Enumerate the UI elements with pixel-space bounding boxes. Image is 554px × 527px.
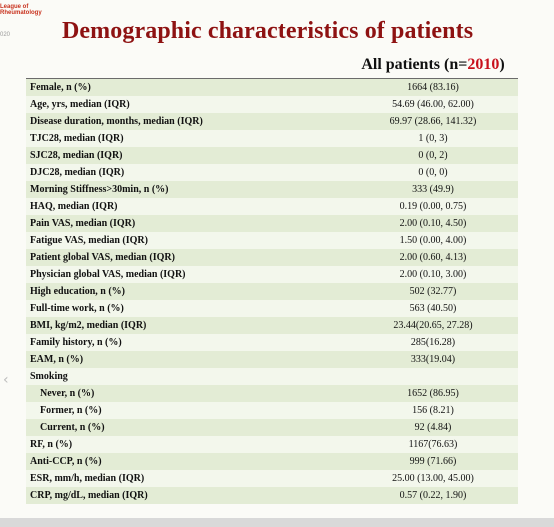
table-row (26, 402, 518, 419)
table-row (26, 283, 518, 300)
table-row (26, 96, 518, 113)
row-label: Family history, n (%) (30, 337, 122, 348)
row-value: 156 (8.21) (412, 405, 454, 416)
row-value: 999 (71.66) (409, 456, 457, 467)
row-label: Anti-CCP, n (%) (30, 456, 102, 467)
table-row (26, 453, 518, 470)
table-row (26, 181, 518, 198)
row-value: 92 (4.84) (414, 422, 452, 433)
logo-line-2: Rheumatology (0, 10, 42, 16)
table-row (26, 130, 518, 147)
row-label: Smoking (30, 371, 68, 382)
table-row (26, 164, 518, 181)
row-label: Disease duration, months, median (IQR) (30, 116, 203, 127)
row-label: Full-time work, n (%) (30, 303, 124, 314)
row-value: 1.50 (0.00, 4.00) (399, 235, 467, 246)
table-row (26, 385, 518, 402)
table-row (26, 249, 518, 266)
table-row (26, 419, 518, 436)
table-row (26, 470, 518, 487)
row-label: EAM, n (%) (30, 354, 84, 365)
row-label: BMI, kg/m2, median (IQR) (30, 320, 147, 331)
table-row (26, 487, 518, 504)
chevron-left-icon: ‹ (3, 372, 9, 388)
table-row (26, 351, 518, 368)
row-value: 563 (40.50) (409, 303, 457, 314)
league-logo (0, 4, 42, 38)
row-label: Current, n (%) (40, 422, 105, 433)
row-label: TJC28, median (IQR) (30, 133, 124, 144)
row-label: Age, yrs, median (IQR) (30, 99, 130, 110)
header-n-count: 2010 (467, 56, 500, 73)
row-value: 54.69 (46.00, 62.00) (392, 99, 474, 110)
row-value: 1664 (83.16) (407, 82, 459, 93)
logo-year: 020 (0, 32, 11, 38)
table-row (26, 147, 518, 164)
row-label: Former, n (%) (40, 405, 102, 416)
table-row (26, 436, 518, 453)
row-label: CRP, mg/dL, median (IQR) (30, 490, 148, 501)
row-value: 1 (0, 3) (418, 133, 448, 144)
table-row (26, 198, 518, 215)
row-label: DJC28, median (IQR) (30, 167, 125, 178)
row-value: 23.44(20.65, 27.28) (393, 320, 473, 331)
row-label: ESR, mm/h, median (IQR) (30, 473, 145, 484)
table-row (26, 113, 518, 130)
row-label: SJC28, median (IQR) (30, 150, 123, 161)
table-row (26, 215, 518, 232)
row-value: 502 (32.77) (409, 286, 457, 297)
row-value: 1167(76.63) (408, 439, 458, 450)
table-row (26, 334, 518, 351)
row-label: HAQ, median (IQR) (30, 201, 118, 212)
row-value: 0 (0, 2) (418, 150, 448, 161)
row-value: 0 (0, 0) (418, 167, 448, 178)
row-label: Physician global VAS, median (IQR) (30, 269, 186, 280)
row-label: Morning Stiffness>30min, n (%) (30, 184, 169, 195)
logo-line-1: League of (0, 4, 29, 10)
row-label: Female, n (%) (30, 82, 91, 93)
table-row (26, 368, 518, 385)
table-header (26, 54, 518, 79)
bottom-bar (0, 518, 554, 527)
row-value: 25.00 (13.00, 45.00) (392, 473, 474, 484)
row-label: High education, n (%) (30, 286, 126, 297)
row-label: Never, n (%) (40, 388, 95, 399)
table-row (26, 232, 518, 249)
row-value: 0.57 (0.22, 1.90) (399, 490, 467, 501)
row-value: 2.00 (0.10, 4.50) (399, 218, 467, 229)
row-label: Patient global VAS, median (IQR) (30, 252, 175, 263)
header-suffix: ) (499, 56, 505, 73)
row-label: RF, n (%) (30, 439, 73, 450)
table-body (26, 79, 518, 504)
table-row (26, 79, 518, 96)
row-value: 1652 (86.95) (407, 388, 459, 399)
row-value: 0.19 (0.00, 0.75) (399, 201, 467, 212)
row-label: Pain VAS, median (IQR) (30, 218, 136, 229)
row-value: 2.00 (0.10, 3.00) (399, 269, 467, 280)
row-value: 2.00 (0.60, 4.13) (399, 252, 467, 263)
demographics-table (26, 54, 518, 504)
row-value: 333 (49.9) (412, 184, 454, 195)
table-row (26, 266, 518, 283)
row-value: 333(19.04) (410, 354, 456, 365)
row-value: 285(16.28) (410, 337, 456, 348)
row-value: 69.97 (28.66, 141.32) (389, 116, 477, 127)
row-label: Fatigue VAS, median (IQR) (30, 235, 148, 246)
table-row (26, 317, 518, 334)
table-row (26, 300, 518, 317)
slide-title: Demographic characteristics of patients (62, 18, 474, 44)
column-header-all-patients (348, 56, 518, 74)
header-prefix: All patients (n= (361, 56, 468, 73)
